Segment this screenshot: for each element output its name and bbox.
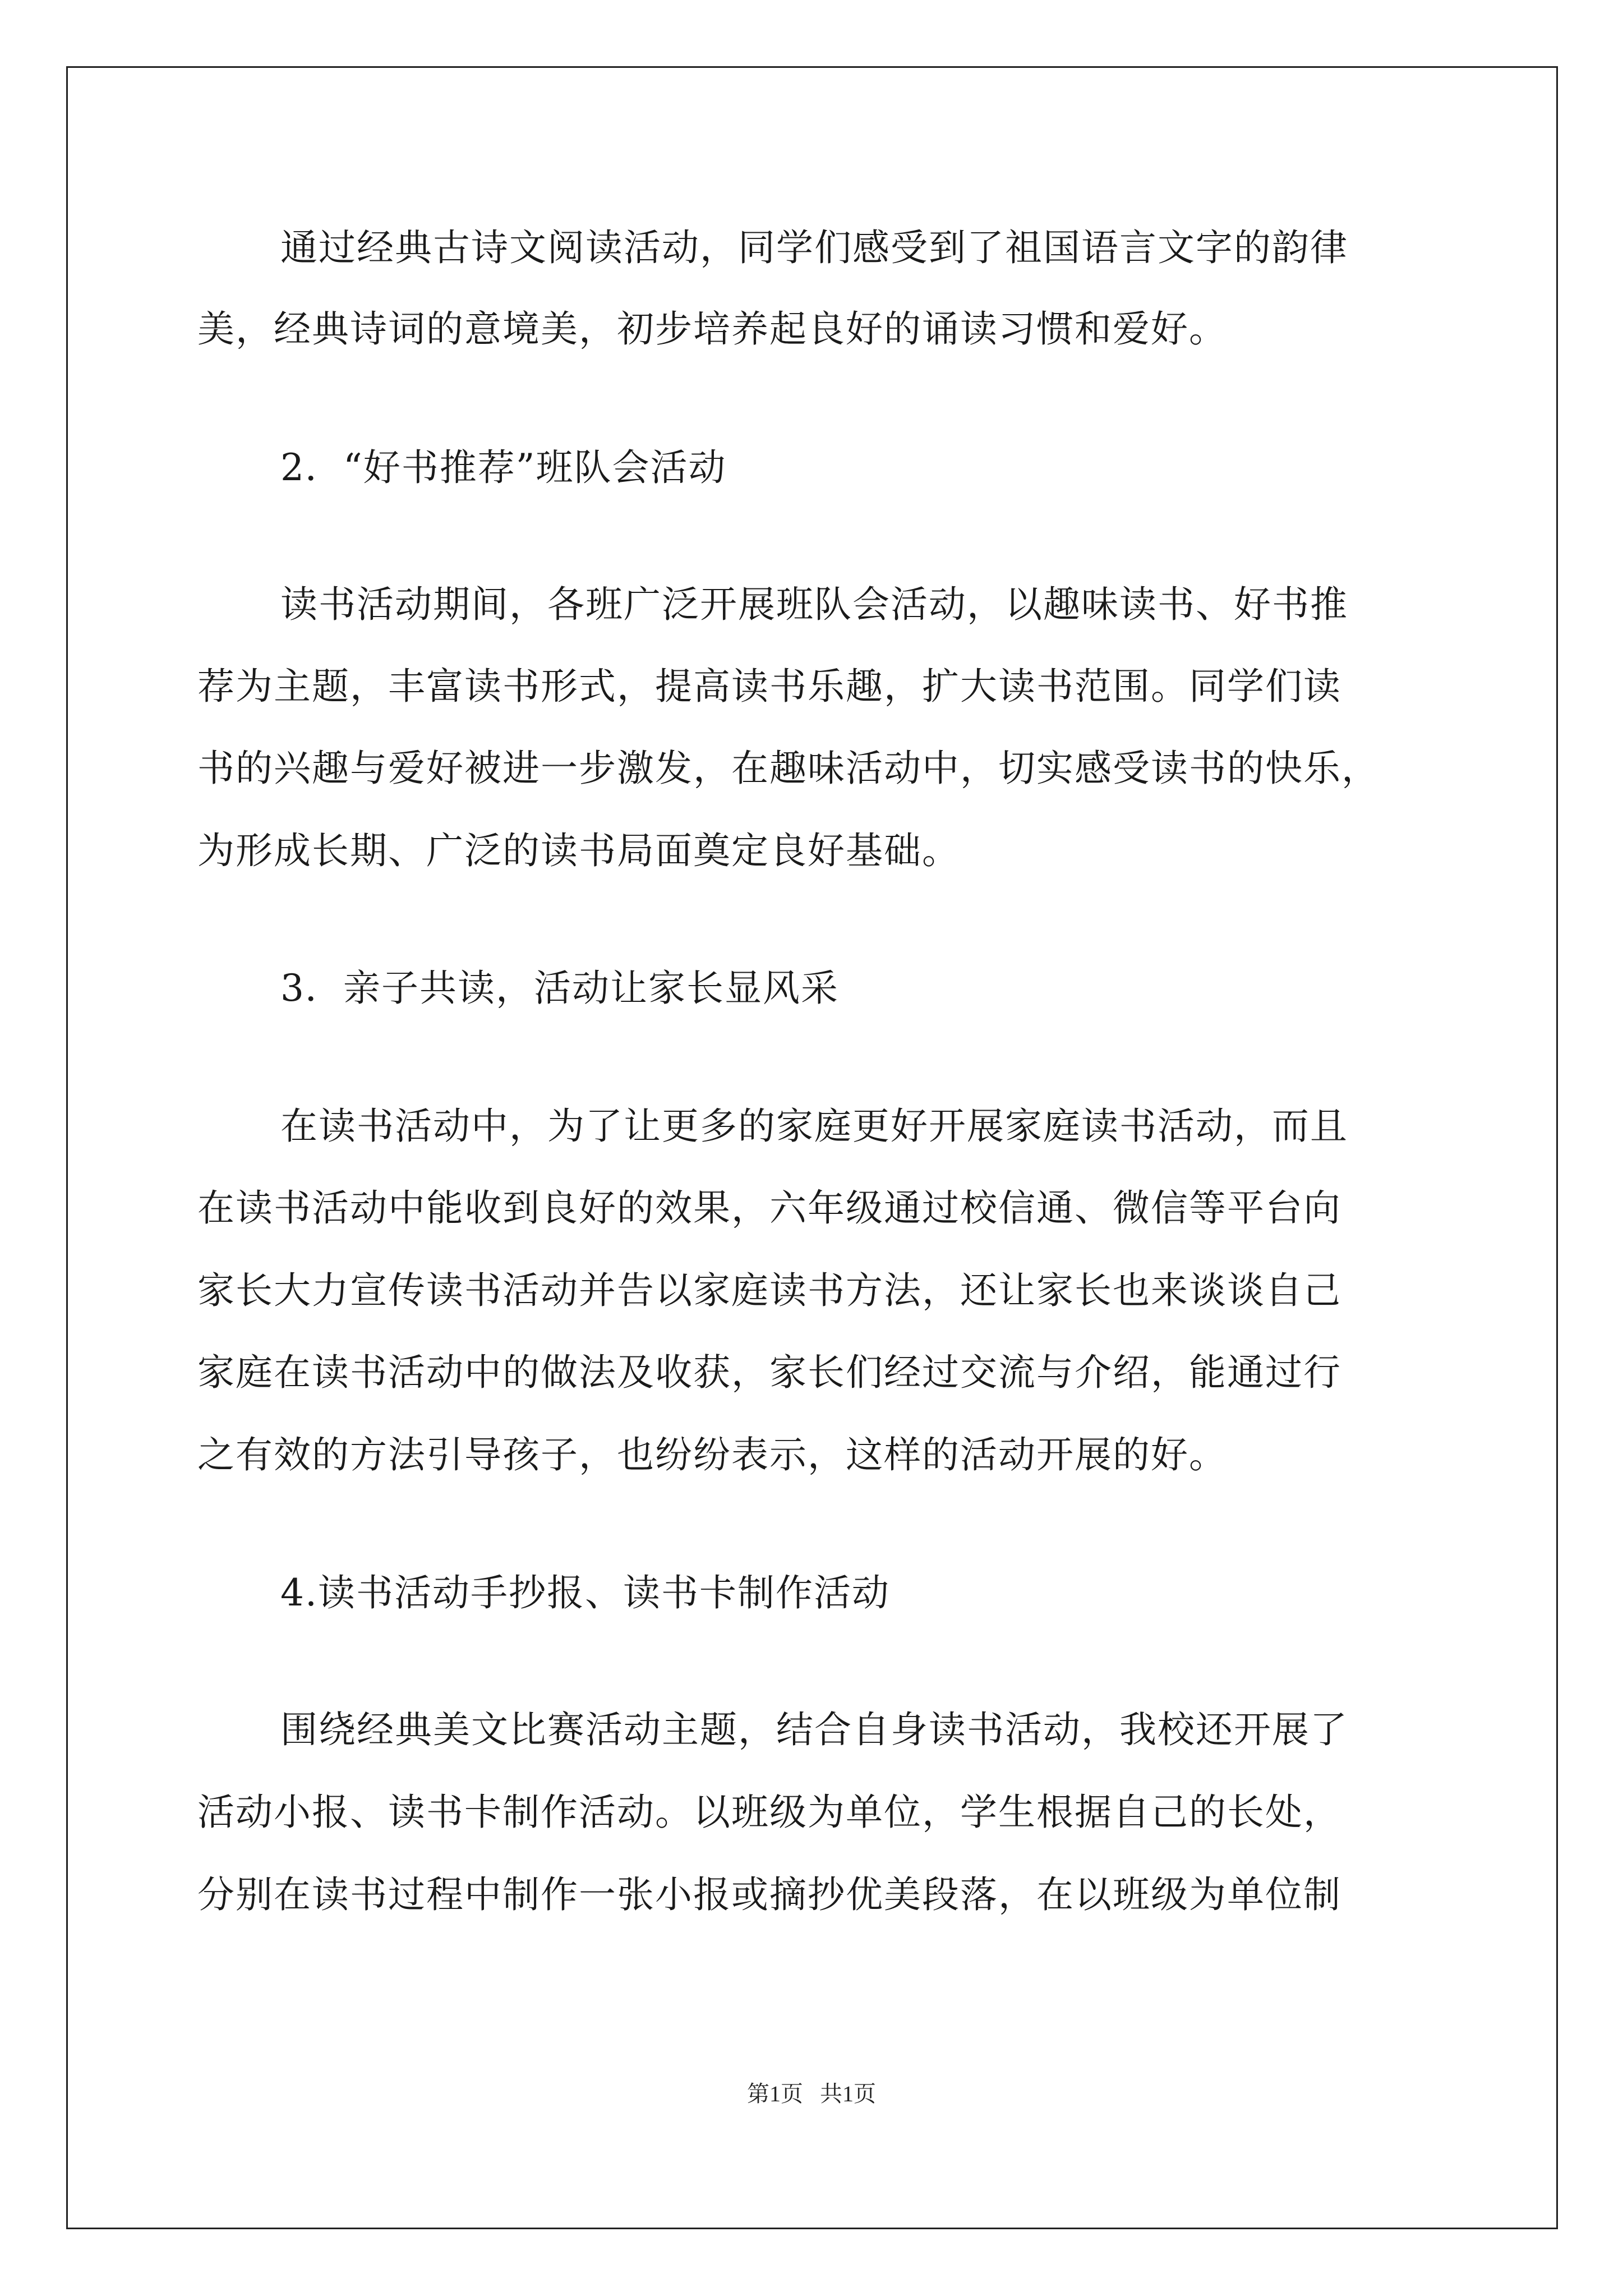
- paragraph-line: 在读书活动中，为了让更多的家庭更好开展家庭读书活动，而且: [280, 1105, 1348, 1148]
- paragraph-line: 活动小报、读书卡制作活动。以班级为单位，学生根据自己的长处，: [197, 1791, 1341, 1834]
- paragraph-line: 荐为主题，丰富读书形式，提高读书乐趣，扩大读书范围。同学们读: [197, 665, 1341, 708]
- paragraph-line: 读书活动期间，各班广泛开展班队会活动，以趣味读书、好书推: [280, 583, 1348, 626]
- paragraph-line: 家庭在读书活动中的做法及收获，家长们经过交流与介绍，能通过行: [197, 1351, 1341, 1394]
- paragraph-line: 书的兴趣与爱好被进一步激发，在趣味活动中，切实感受读书的快乐，: [197, 747, 1380, 790]
- paragraph-line: 家长大力宣传读书活动并告以家庭读书方法，还让家长也来谈谈自己: [197, 1269, 1341, 1312]
- paragraph-line: 围绕经典美文比赛活动主题，结合自身读书活动，我校还开展了: [280, 1708, 1348, 1751]
- paragraph-line: 分别在读书过程中制作一张小报或摘抄优美段落，在以班级为单位制: [197, 1873, 1341, 1916]
- paragraph-line: 在读书活动中能收到良好的效果，六年级通过校信通、微信等平台向: [197, 1186, 1341, 1230]
- paragraph-line: 之有效的方法引导孩子，也纷纷表示，这样的活动开展的好。: [197, 1433, 1227, 1476]
- paragraph-line: 通过经典古诗文阅读活动，同学们感受到了祖国语言文字的韵律: [280, 226, 1348, 269]
- page-footer: 第1页 共1页: [747, 2081, 876, 2106]
- section-heading: 2．“好书推荐”班队会活动: [280, 446, 727, 489]
- section-heading: 3．亲子共读，活动让家长显风采: [280, 967, 839, 1010]
- paragraph-line: 美，经典诗词的意境美，初步培养起良好的诵读习惯和爱好。: [197, 307, 1227, 351]
- section-heading: 4.读书活动手抄报、读书卡制作活动: [280, 1571, 890, 1614]
- paragraph-line: 为形成长期、广泛的读书局面奠定良好基础。: [197, 829, 960, 872]
